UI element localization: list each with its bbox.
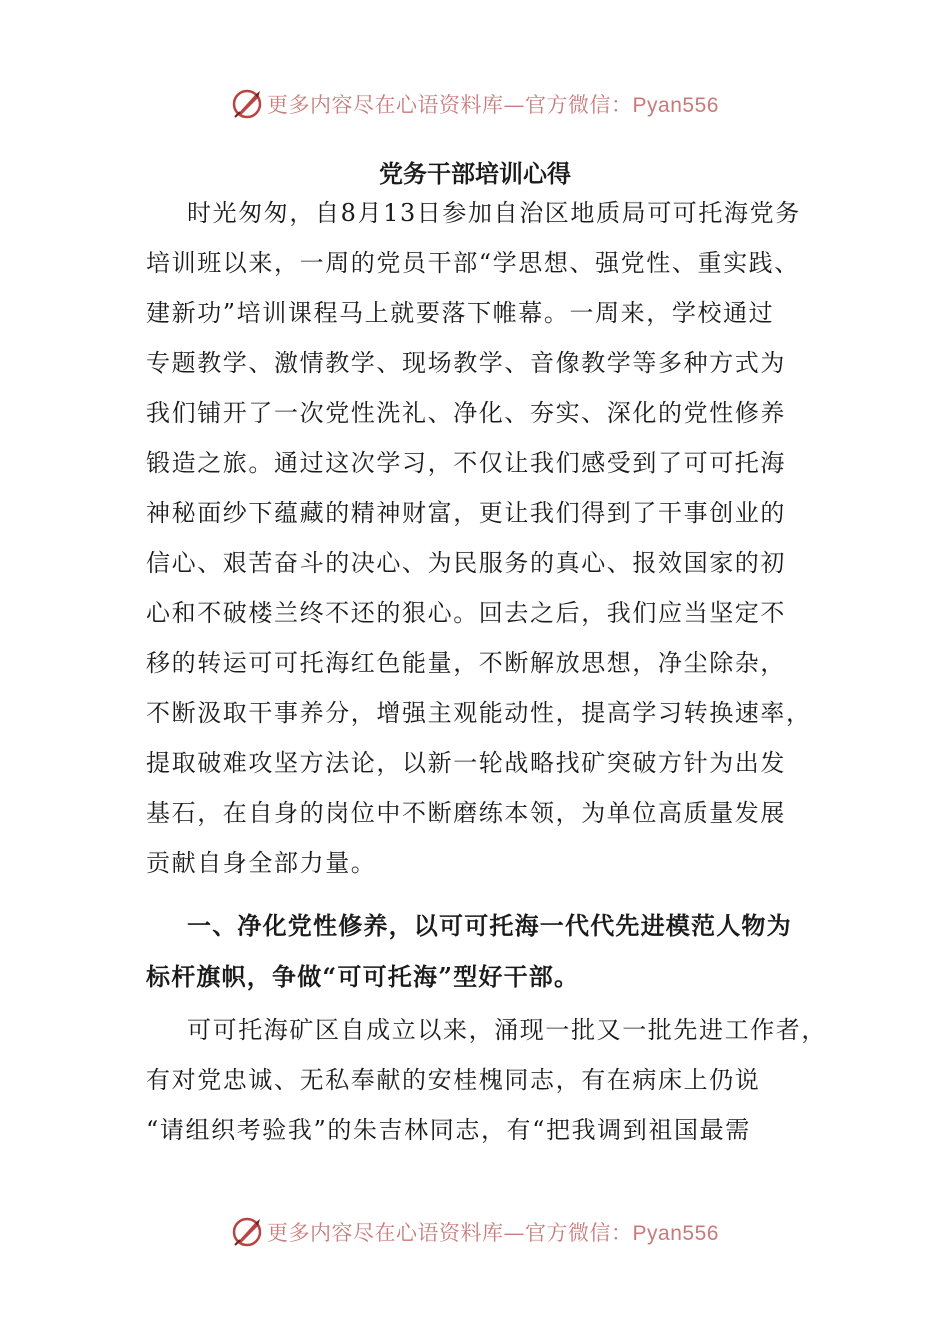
body-line: 专题教学、激情教学、现场教学、音像教学等多种方式为	[146, 349, 786, 377]
footer-banner	[0, 1212, 950, 1252]
body-line: 神秘面纱下蕴藏的精神财富，更让我们得到了干事创业的	[146, 499, 786, 527]
banner-text: 更多内容尽在心语资料库—官方微信：Pyan556	[267, 93, 719, 117]
body-line: 基石，在自身的岗位中不断磨练本领，为单位高质量发展	[146, 799, 786, 827]
body-line: 提取破难攻坚方法论，以新一轮战略找矿突破方针为出发	[146, 749, 786, 777]
quill-pen-logo-icon	[231, 88, 263, 120]
body-line: 我们铺开了一次党性洗礼、净化、夯实、深化的党性修养	[146, 399, 786, 427]
body-line: 可可托海矿区自成立以来，涌现一批又一批先进工作者，	[187, 1016, 827, 1044]
body-line: 培训班以来，一周的党员干部“学思想、强党性、重实践、	[146, 249, 800, 277]
body-line: 移的转运可可托海红色能量，不断解放思想，净尘除杂，	[146, 649, 786, 677]
body-line: 锻造之旅。通过这次学习，不仅让我们感受到了可可托海	[146, 449, 786, 477]
quill-pen-logo-icon	[231, 1216, 263, 1248]
banner-handle: Pyan556	[632, 94, 719, 117]
body-line: 建新功”培训课程马上就要落下帷幕。一周来，学校通过	[146, 299, 775, 327]
body-line: “请组织考验我”的朱吉林同志，有“把我调到祖国最需	[146, 1116, 751, 1144]
body-line: 有对党忠诚、无私奉献的安桂槐同志，有在病床上仍说	[146, 1066, 761, 1094]
section-heading: 一、净化党性修养，以可可托海一代代先进模范人物为	[187, 911, 792, 940]
body-line: 贡献自身全部力量。	[146, 849, 377, 877]
body-line: 时光匆匆，自8月13日参加自治区地质局可可托海党务	[187, 199, 801, 227]
section-heading: 标杆旗帜，争做“可可托海”型好干部。	[146, 962, 580, 991]
body-line: 信心、艰苦奋斗的决心、为民服务的真心、报效国家的初	[146, 549, 786, 577]
body-line: 心和不破楼兰终不还的狠心。回去之后，我们应当坚定不	[146, 599, 786, 627]
banner-handle: Pyan556	[632, 1222, 719, 1245]
document-title: 党务干部培训心得	[379, 159, 571, 188]
header-banner	[0, 84, 950, 124]
body-line: 不断汲取干事养分，增强主观能动性，提高学习转换速率，	[146, 699, 812, 727]
banner-text: 更多内容尽在心语资料库—官方微信：Pyan556	[267, 1221, 719, 1245]
